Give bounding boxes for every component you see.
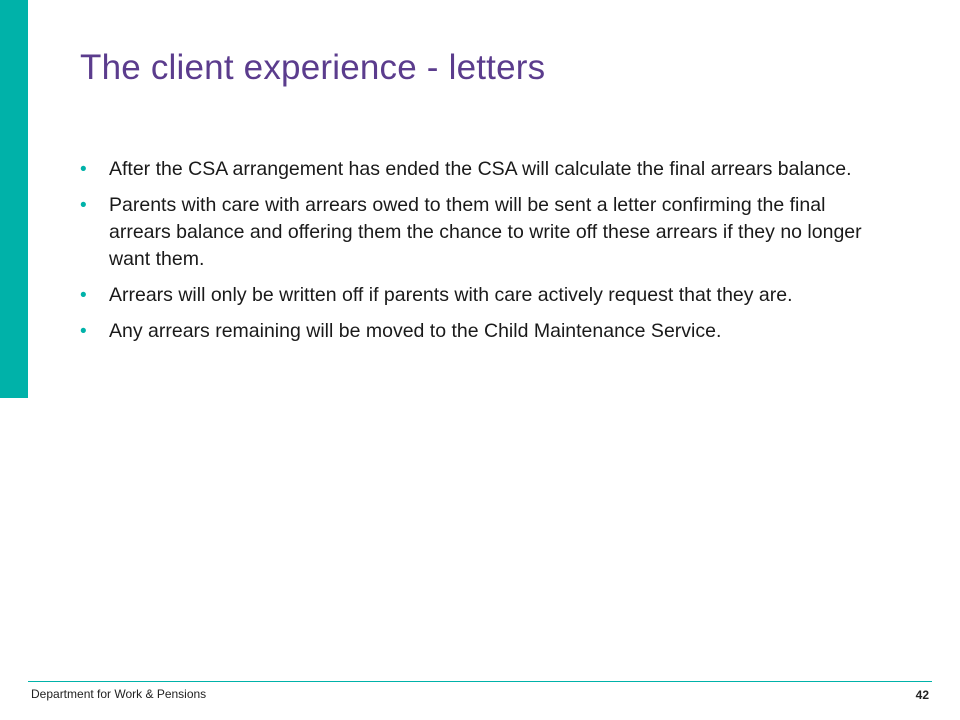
bullet-text: Arrears will only be written off if parents with care actively request that they are. <box>109 284 793 306</box>
slide-title: The client experience - letters <box>80 48 546 87</box>
footer-organization: Department for Work & Pensions <box>31 687 207 701</box>
bullet-item <box>80 192 880 273</box>
bullet-item <box>80 156 880 183</box>
bullet-icon: • <box>80 195 87 216</box>
bullet-item <box>80 318 880 345</box>
page-number: 42 <box>915 688 929 702</box>
bullet-icon: • <box>80 159 87 180</box>
bullet-icon: • <box>80 285 87 306</box>
bullet-text: Any arrears remaining will be moved to the Child Maintenance Service. <box>109 320 722 342</box>
bullet-text: After the CSA arrangement has ended the CSA will calculate the final arrears balance. <box>109 158 852 180</box>
bullet-icon: • <box>80 321 87 342</box>
footer-divider <box>28 681 932 682</box>
bullet-text: Parents with care with arrears owed to them will be sent a letter confirming the final arrears balance and offering them the chance to write off these arrears if they no longer want them. <box>109 194 862 270</box>
bullet-item <box>80 282 880 309</box>
accent-bar <box>0 0 28 398</box>
bullet-list <box>80 156 880 354</box>
